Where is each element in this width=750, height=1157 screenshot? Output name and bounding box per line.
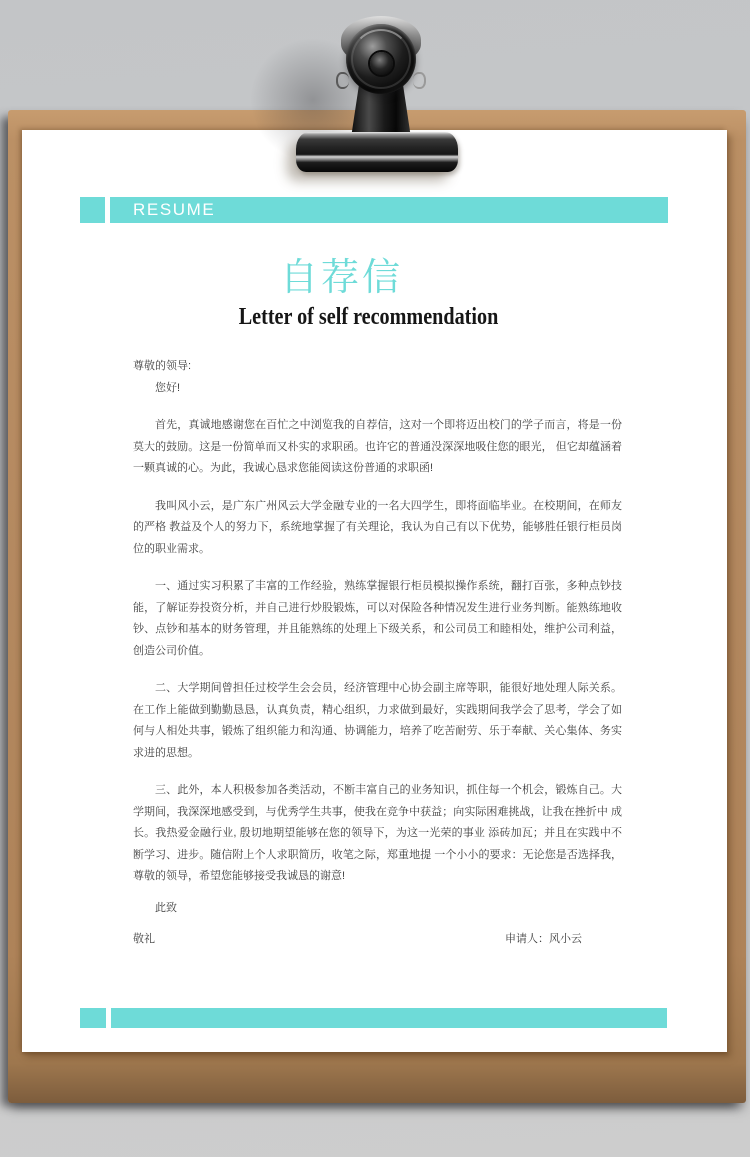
resume-label: RESUME xyxy=(133,200,216,219)
clip-knob-hole xyxy=(370,52,393,75)
clip-wire-hook-left xyxy=(336,72,349,89)
clipboard-board xyxy=(8,110,746,1103)
letter-title: 自荐信 xyxy=(279,257,403,299)
applicant-signature: 申请人：风小云 xyxy=(505,933,582,945)
paragraph-point-2: 二、大学期间曾担任过校学生会会员，经济管理中心协会副主席等职，能很好地处理人际关系。在工作上能做到勤勤恳恳，认真负责，精心组织，力求做到最好，实践期间我学会了思考，学会了如何与人相处共事，锻炼了组织能力和沟通、协调能力，培养了吃苦耐劳、乐于奉献、关心集体、务实求进的思想。 xyxy=(133,682,622,759)
header-bar xyxy=(110,197,668,223)
signature-row xyxy=(133,929,622,951)
binder-clip-knob xyxy=(346,24,416,94)
letter-subtitle: Letter of self recommendation xyxy=(238,304,499,330)
closing-jingli: 敬礼 xyxy=(133,933,155,945)
footer-bar xyxy=(111,1008,667,1028)
header-accent-square xyxy=(80,197,105,223)
letter-paper xyxy=(22,130,727,1052)
binder-clip-gripper xyxy=(296,132,458,172)
clip-wire-hook-right xyxy=(413,72,426,89)
paragraph-intro: 首先，真诚地感谢您在百忙之中浏览我的自荐信，这对一个即将迈出校门的学子而言，将是一份莫大的鼓励。这是一份简单而又朴实的求职函。也许它的普通没深深地吸住您的眼光， 但它却蕴涵着一颗真诚的心。为此，我诚心恳求您能阅读这份普通的求职函! xyxy=(133,419,622,474)
greeting: 您好! xyxy=(155,381,181,394)
salutation: 尊敬的领导: xyxy=(133,360,192,372)
paragraph-point-3: 三、此外，本人积极参加各类活动，不断丰富自己的业务知识，抓住每一个机会，锻炼自己。大学期间，我深深地感受到，与优秀学生共事，使我在竞争中获益；向实际困难挑战，让我在挫折中 成长。我热爱金融行业, 殷切地期望能够在您的领导下，为这一光荣的事业 添砖加瓦；并且在实践中不断学习、进步。随信附上个人求职简历，收笔之际，郑重地提 一个小小的要求：无论您是否选择我，尊敬的领导，希望您能够接受我诚恳的谢意! xyxy=(133,784,622,882)
paragraph-point-1: 一、通过实习积累了丰富的工作经验，熟练掌握银行柜员模拟操作系统，翻打百张，多种点钞技能，了解证券投资分析，并自己进行炒股锻炼，可以对保险各种情况发生进行业务判断。能熟练地收钞、点钞和基本的财务管理，并且能熟练的处理上下级关系，和公司员工和睦相处，维护公司利益，创造公司价值。 xyxy=(133,580,622,657)
paragraph-self-intro: 我叫风小云，是广东广州风云大学金融专业的一名大四学生，即将面临毕业。在校期间，在师友的严格 教益及个人的努力下，系统地掌握了有关理论，我认为自己有以下优势，能够胜任银行柜员岗位的职业需求。 xyxy=(133,499,622,555)
letter-body xyxy=(133,356,622,951)
footer-accent-square xyxy=(80,1008,106,1028)
closing-cizhi: 此致 xyxy=(155,901,177,914)
